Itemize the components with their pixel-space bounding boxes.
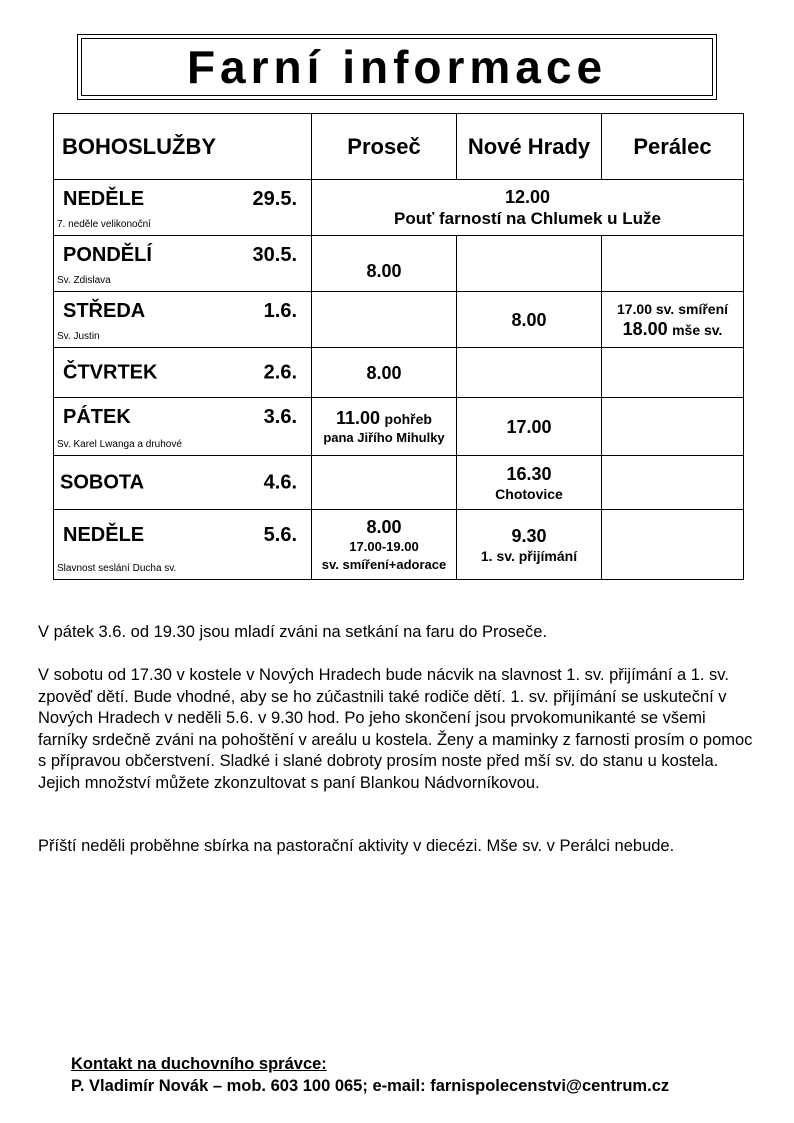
header-nove-hrady: Nové Hrady (457, 114, 602, 180)
service-time: 9.30 (511, 525, 547, 546)
service-time: 17.00 (506, 416, 552, 437)
day-date: 4.6. (263, 471, 297, 493)
contact-line: P. Vladimír Novák – mob. 603 100 065; e-mail: farnispolecenstvi@centrum.cz (71, 1077, 670, 1095)
table-row (54, 348, 744, 398)
day-name: STŘEDA (63, 300, 146, 322)
nove-hrady-cell (457, 510, 602, 580)
table-row (54, 398, 744, 456)
announcement-paragraph: V sobotu od 17.30 v kostele v Nových Hradech bude nácvik na slavnost 1. sv. přijímání a 1. sv. zpověď dětí. Bude vhodné, aby se ho zúčastnili také rodiče dětí. 1. sv. přijímání se uskuteční v Nových Hradech v neděli 5.6. v 9.30 hod. Po jeho skončení jsou prvokomunikanté se všemi farníky srdečně zváni na pohoštění v areálu u kostela. Ženy a maminky z farnosti prosím o pomoc s přípravou občerstvení. Sladké i slané dobroty prosím noste před mší sv. do stanu u kostela. Jejich množství můžete zkonzultovat s paní Blankou Nádvorníkovou. (38, 666, 753, 792)
day-note: Sv. Justin (57, 331, 100, 342)
table-row (54, 510, 744, 580)
contact-title: Kontakt na duchovního správce: (71, 1055, 327, 1073)
service-time: 8.00 (366, 260, 402, 281)
service-time: 8.00 (366, 516, 402, 537)
service-text: 17.00 sv. smíření (616, 300, 729, 317)
service-text: sv. smíření+adorace (321, 556, 447, 572)
day-note: 7. neděle velikonoční (57, 219, 151, 230)
prosec-cell (312, 456, 457, 510)
service-time: 8.00 (511, 309, 547, 330)
service-text: 1. sv. přijímání (480, 547, 578, 564)
nove-hrady-cell (457, 398, 602, 456)
service-text: Chotovice (495, 485, 563, 502)
day-note: Sv. Karel Lwanga a druhové (57, 439, 182, 450)
day-name: ČTVRTEK (63, 361, 158, 383)
day-cell (54, 292, 312, 348)
merged-service-cell (312, 180, 744, 236)
prosec-cell (312, 510, 457, 580)
day-date: 3.6. (263, 406, 297, 428)
day-name: PONDĚLÍ (63, 244, 152, 266)
day-date: 5.6. (263, 524, 297, 546)
table-header-row (54, 114, 744, 180)
nove-hrady-cell (457, 236, 602, 292)
service-time: 8.00 (366, 362, 402, 383)
service-text: mše sv. (672, 321, 723, 338)
day-cell (54, 348, 312, 398)
announcement-paragraph: V pátek 3.6. od 19.30 jsou mladí zváni na setkání na faru do Proseče. (38, 623, 548, 641)
page-title: Farní informace (186, 41, 608, 93)
service-time: 18.00 (622, 318, 668, 339)
day-cell (54, 510, 312, 580)
day-cell (54, 398, 312, 456)
table-row (54, 236, 744, 292)
day-name: PÁTEK (63, 406, 131, 428)
prosec-cell (312, 348, 457, 398)
nove-hrady-cell (457, 456, 602, 510)
announcement-paragraph: Příští neděli proběhne sbírka na pastorační aktivity v diecézi. Mše sv. v Perálci nebude. (38, 837, 675, 855)
nove-hrady-cell (457, 348, 602, 398)
day-note: Sv. Zdislava (57, 275, 111, 286)
header-prosec: Proseč (312, 114, 457, 180)
peralec-cell (602, 456, 744, 510)
service-time: 11.00 (336, 407, 381, 428)
day-cell (54, 456, 312, 510)
peralec-cell (602, 292, 744, 348)
day-date: 29.5. (252, 188, 297, 210)
service-text: pana Jiřího Mihulky (323, 429, 445, 445)
prosec-cell (312, 292, 457, 348)
service-time: 12.00 (504, 186, 551, 207)
title-box (77, 34, 717, 100)
service-time: 16.30 (506, 463, 552, 484)
table-row (54, 292, 744, 348)
day-date: 2.6. (263, 361, 297, 383)
day-date: 1.6. (263, 300, 297, 322)
prosec-cell (312, 236, 457, 292)
table-row (54, 456, 744, 510)
day-cell (54, 180, 312, 236)
table-row (54, 180, 744, 236)
peralec-cell (602, 236, 744, 292)
day-note: Slavnost seslání Ducha sv. (57, 563, 177, 574)
prosec-cell (312, 398, 457, 456)
service-text: pohřeb (384, 410, 432, 427)
service-text: Pouť farností na Chlumek u Luže (394, 208, 661, 228)
header-services: BOHOSLUŽBY (54, 114, 312, 180)
peralec-cell (602, 398, 744, 456)
schedule-table (53, 113, 744, 580)
title-inner-frame (81, 38, 713, 96)
peralec-cell (602, 510, 744, 580)
day-cell (54, 236, 312, 292)
day-name: NEDĚLE (63, 524, 145, 546)
header-peralec: Perálec (602, 114, 744, 180)
service-text: 17.00-19.00 (349, 538, 419, 554)
nove-hrady-cell (457, 292, 602, 348)
day-name: NEDĚLE (63, 188, 145, 210)
day-date: 30.5. (252, 244, 297, 266)
day-name: SOBOTA (60, 471, 145, 493)
peralec-cell (602, 348, 744, 398)
